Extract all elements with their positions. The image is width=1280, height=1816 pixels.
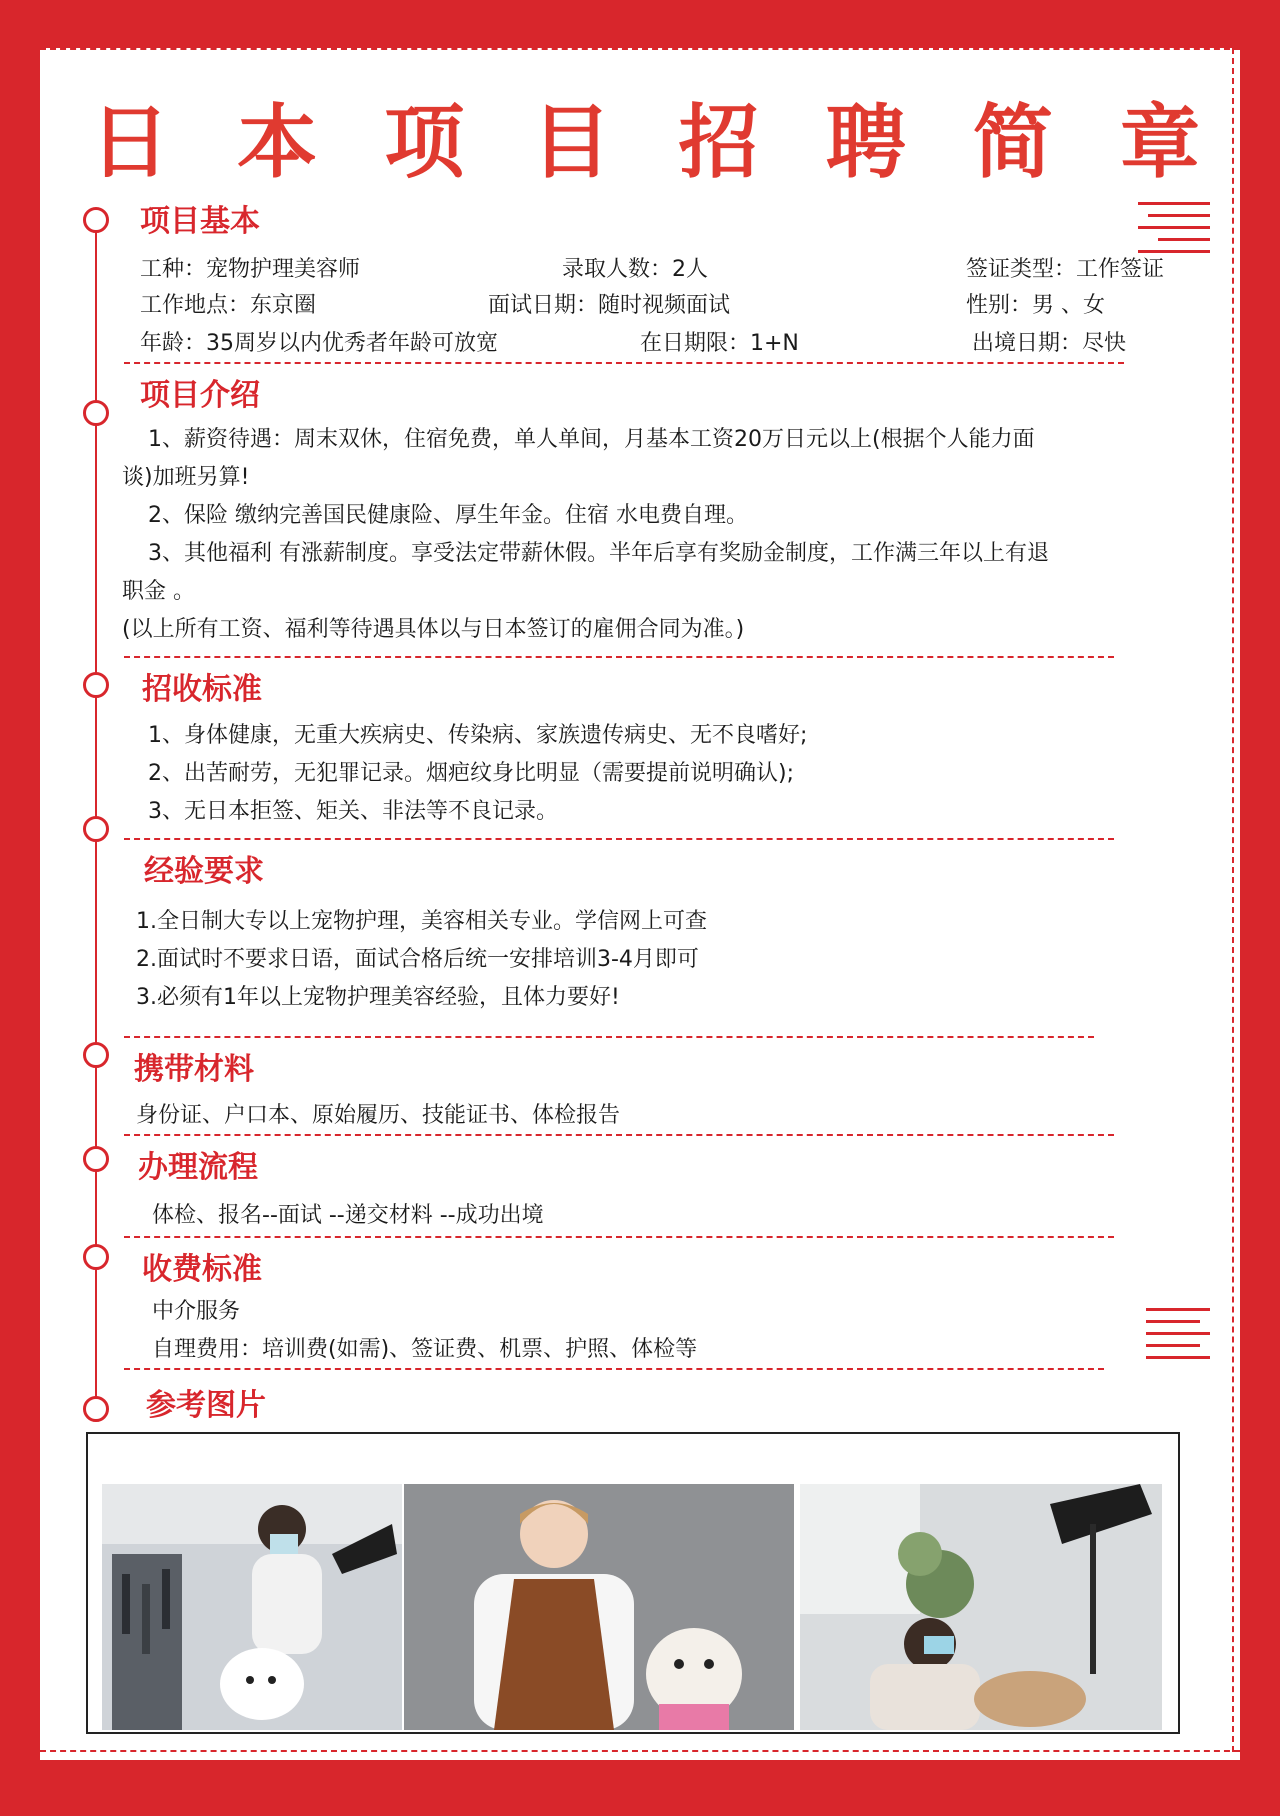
timeline-node — [83, 1146, 109, 1172]
recruit-count: 录取人数：2人 — [562, 257, 708, 282]
dashed-border-right — [1232, 48, 1234, 1752]
fees-self-paid: 自理费用：培训费(如需)、签证费、机票、护照、体检等 — [152, 1337, 698, 1362]
dashed-border-top — [40, 48, 1240, 50]
standard-health: 1、身体健康，无重大疾病史、传染病、家族遗传病史、无不良嗜好; — [148, 723, 808, 748]
fees-agency: 中介服务 — [152, 1299, 241, 1324]
dashed-border-bottom — [40, 1750, 1240, 1752]
process-steps: 体检、报名--面试 --递交材料 --成功出境 — [152, 1203, 544, 1228]
gender: 性别：男 、女 — [966, 293, 1105, 318]
experience-education: 1.全日制大专以上宠物护理，美容相关专业。学信网上可查 — [136, 909, 707, 934]
dashed-separator — [124, 838, 1114, 840]
section-heading-intro: 项目介绍 — [140, 378, 260, 413]
intro-salary: 1、薪资待遇：周末双休，住宿免费，单人单间，月基本工资20万日元以上(根据个人能力面 — [148, 427, 1035, 452]
departure-date: 出境日期：尽快 — [972, 331, 1127, 356]
title-char: 本 — [237, 96, 318, 189]
reference-photo-groomer-drying — [102, 1484, 402, 1730]
materials-list: 身份证、户口本、原始履历、技能证书、体检报告 — [136, 1103, 621, 1128]
section-heading-experience: 经验要求 — [144, 854, 264, 889]
title-char: 日 — [90, 96, 170, 189]
dashed-separator — [124, 1036, 1094, 1038]
interview-date: 面试日期：随时视频面试 — [488, 293, 731, 318]
standard-record: 2、出苦耐劳，无犯罪记录。烟疤纹身比明显（需要提前说明确认); — [148, 761, 794, 786]
title-char: 项 — [384, 96, 465, 189]
age-requirement: 年龄：35周岁以内优秀者年龄可放宽 — [140, 331, 498, 356]
decorative-stripe — [1138, 226, 1210, 229]
dashed-separator — [124, 1368, 1104, 1370]
title-char: 聘 — [825, 96, 906, 189]
title-char: 简 — [972, 96, 1053, 189]
timeline-node — [83, 1042, 109, 1068]
section-heading-photos: 参考图片 — [146, 1388, 266, 1423]
section-heading-fees: 收费标准 — [142, 1252, 262, 1287]
dashed-separator — [124, 1134, 1114, 1136]
intro-salary-cont: 谈)加班另算! — [122, 465, 250, 490]
section-heading-process: 办理流程 — [138, 1150, 258, 1185]
decorative-stripe — [1138, 202, 1210, 205]
experience-years: 3.必须有1年以上宠物护理美容经验，且体力要好! — [136, 985, 620, 1010]
reference-photo-grooming-table — [800, 1484, 1162, 1730]
timeline-node — [83, 1244, 109, 1270]
section-heading-materials: 携带材料 — [134, 1052, 254, 1087]
poster-title — [90, 88, 1200, 198]
section-heading-basic: 项目基本 — [140, 204, 260, 239]
decorative-stripe — [1146, 1308, 1210, 1311]
job-type: 工种：宠物护理美容师 — [140, 257, 361, 282]
title-char: 招 — [678, 96, 759, 189]
decorative-stripe — [1146, 1344, 1200, 1347]
visa-type: 签证类型：工作签证 — [966, 257, 1165, 282]
decorative-stripe — [1146, 1320, 1200, 1323]
timeline-node — [83, 1396, 109, 1422]
intro-benefits: 3、其他福利 有涨薪制度。享受法定带薪休假。半年后享有奖励金制度，工作满三年以上有退 — [148, 541, 1049, 566]
timeline-node — [83, 672, 109, 698]
timeline-node — [83, 207, 109, 233]
decorative-stripe — [1146, 1356, 1210, 1359]
section-heading-standard: 招收标准 — [142, 672, 262, 707]
title-char: 目 — [531, 96, 612, 189]
stay-term: 在日期限：1+N — [640, 331, 799, 356]
experience-interview: 2.面试时不要求日语，面试合格后统一安排培训3-4月即可 — [136, 947, 699, 972]
reference-photo-groomer-with-dog — [404, 1484, 794, 1730]
dashed-separator — [124, 1236, 1114, 1238]
timeline-node — [83, 816, 109, 842]
dashed-separator — [124, 656, 1114, 658]
decorative-stripe — [1158, 238, 1210, 241]
work-location: 工作地点：东京圈 — [140, 293, 317, 318]
standard-visa: 3、无日本拒签、矩关、非法等不良记录。 — [148, 799, 558, 824]
intro-benefits-cont: 职金 。 — [122, 579, 195, 604]
intro-insurance: 2、保险 缴纳完善国民健康险、厚生年金。住宿 水电费自理。 — [148, 503, 748, 528]
title-char: 章 — [1119, 96, 1200, 189]
decorative-stripe — [1146, 1332, 1210, 1335]
intro-note: (以上所有工资、福利等待遇具体以与日本签订的雇佣合同为准。) — [122, 617, 745, 642]
decorative-stripe — [1148, 214, 1210, 217]
dashed-separator — [124, 362, 1124, 364]
timeline-node — [83, 400, 109, 426]
